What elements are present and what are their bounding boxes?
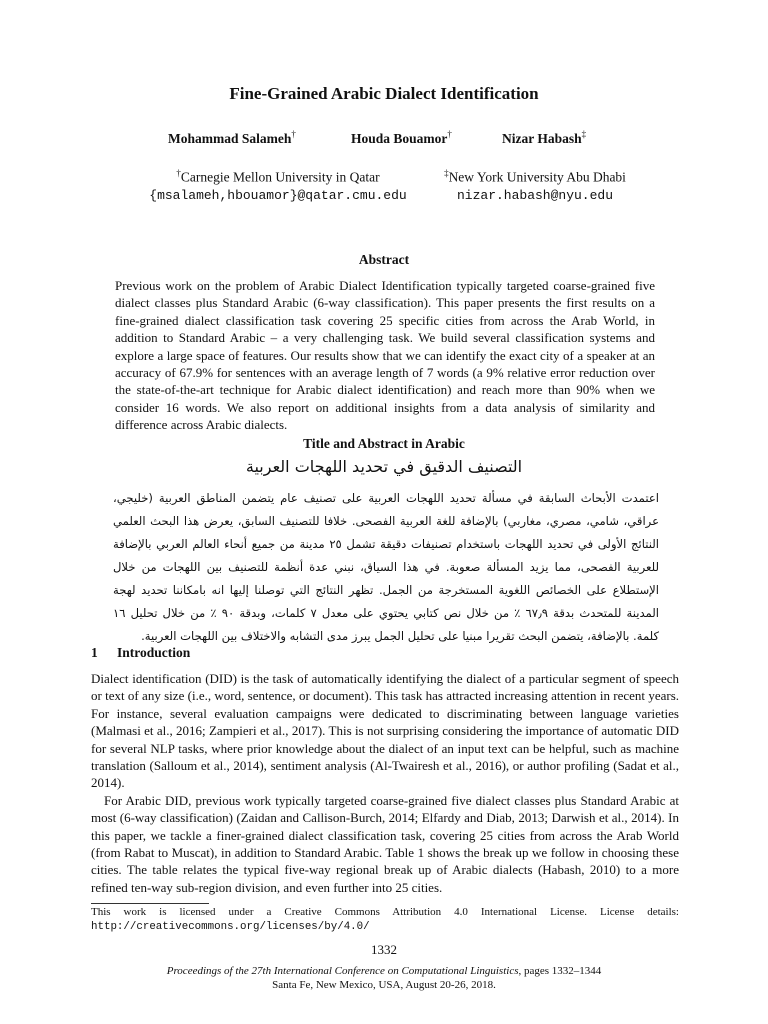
page-number: 1332 [371,942,397,957]
author-1: Mohammad Salameh† [168,129,296,146]
section-title: Introduction [117,645,191,660]
author-3: Nizar Habash‡ [502,129,587,146]
footnote-rule [91,903,209,904]
affiliation-1-email[interactable]: {msalameh,hbouamor}@qatar.cmu.edu [149,187,407,203]
arabic-heading: Title and Abstract in Arabic [303,436,465,451]
section-heading [91,645,190,661]
affiliation-2-email[interactable]: nizar.habash@nyu.edu [456,187,614,203]
paper-title: Fine-Grained Arabic Dialect Identification [229,84,539,103]
footnote: This work is licensed under a Creative Commons Attribution 4.0 International License. License details: http://creativecommons.org/licenses/by/4.0/ [91,906,679,933]
section-number: 1 [91,645,98,660]
paragraph: For Arabic DID, previous work typically targeted coarse-grained five dialect classes plus Standard Arabic at most (6-way classification) (Zaidan and Callison-Burch, 2014; Elfardy and Diab, 2013; Darwish et al., 2014). In this paper, we tackle a finer-grained dialect classification task, covering 25 cities from across the Arab World (from Rabat to Muscat), in addition to Standard Arabic. Table 1 shows the break up we follow in choosing these cities. The table relates the typical five-way regional break up of Arabic dialects (Habash, 2010) to a more refined ten-way sub-region division, and even further into 25 cities. [91,792,679,895]
paragraph: Dialect identification (DID) is the task of automatically identifying the dialect of a particular segment of speech or text of any size (i.e., word, sentence, or document). This task has attracted increasing attention in recent years. For instance, several evaluation campaigns were dedicated to discriminating between language varieties (Malmasi et al., 2016; Zampieri et al., 2017). This is not surprising considering the importance of automatic DID for several NLP tasks, where prior knowledge about the dialect of an input text can be helpful, such as machine translation (Salloum et al., 2014), sentiment analysis (Al-Twairesh et al., 2016), or author profiling (Sadat et al., 2014). [91,671,679,791]
abstract-text: Previous work on the problem of Arabic Dialect Identification typically targeted coarse-grained five dialect classes plus Standard Arabic (6-way classification). This paper presents the first results on a fine-grained dialect classification task covering 25 specific cities from across the Arab World, in addition to Standard Arabic – a very challenging task. We build several classification systems and explore a large space of features. Our results show that we can identify the exact city of a speaker at an accuracy of 67.9% for sentences with an average length of 7 words (a 9% relative error reduction over the state-of-the-art technique for Arabic dialect identification) and reach more than 90% when we consider 16 words. We also report on additional insights from a data analysis of similarity and difference across Arabic dialects. [115,278,655,433]
abstract-heading: Abstract [358,252,410,267]
proceedings-footer: Proceedings of the 27th International Conference on Computational Linguistics, pages 1332–1344 Santa Fe, New Mexico, USA, August 20-26, 2018. [166,965,602,991]
arabic-abstract: اعتمدت الأبحاث السابقة في مسألة تحديد اللهجات العربية على تصنيف عام يتضمن المناطق العربية (خليجي، عراقي، شامي، مصري، مغاربي) بالإضافة للغة العربية الفصحى. خلافا للتصنيف السابق، يعرض هذا البحث العلمي النتائج الأولى في تحديد اللهجات باستخدام تصنيفات دقيقة تشمل ٢٥ مدينة من جميع أنحاء العالم العربي بالإضافة للعربية الفصحى، مما يزيد المسألة صعوبة. في هذا السياق، نبني عدة أنظمة للتصنيف بين اللهجات من خلال الإستطلاع على الخصائص اللغوية المستخرجة من الجمل. تظهر النتائج التي توصلنا إليها انه بامكاننا تحديد لهجة المدينة للمتحدث بدقة ٦٧٫٩ ٪ من خلال نص كتابي يحتوي على معدل ٧ كلمات، وبدقة ٩٠ ٪ من خلال تحليل ١٦ كلمة. بالإضافة، يتضمن البحث تقريرا مبنيا على تحليل الجمل يبرز مدى التشابه والاختلاف بين اللهجات العربية. [113,491,659,643]
affiliation-1: †Carnegie Mellon University in Qatar {msalameh,hbouamor}@qatar.cmu.edu [118,164,438,205]
arabic-title: التصنيف الدقيق في تحديد اللهجات العربية [245,457,523,476]
license-link[interactable]: http://creativecommons.org/licenses/by/4.0/ [91,921,370,933]
section-body [91,670,679,896]
affiliation-2: ‡New York University Abu Dhabi nizar.habash@nyu.edu [410,164,660,205]
author-2: Houda Bouamor† [351,129,452,146]
